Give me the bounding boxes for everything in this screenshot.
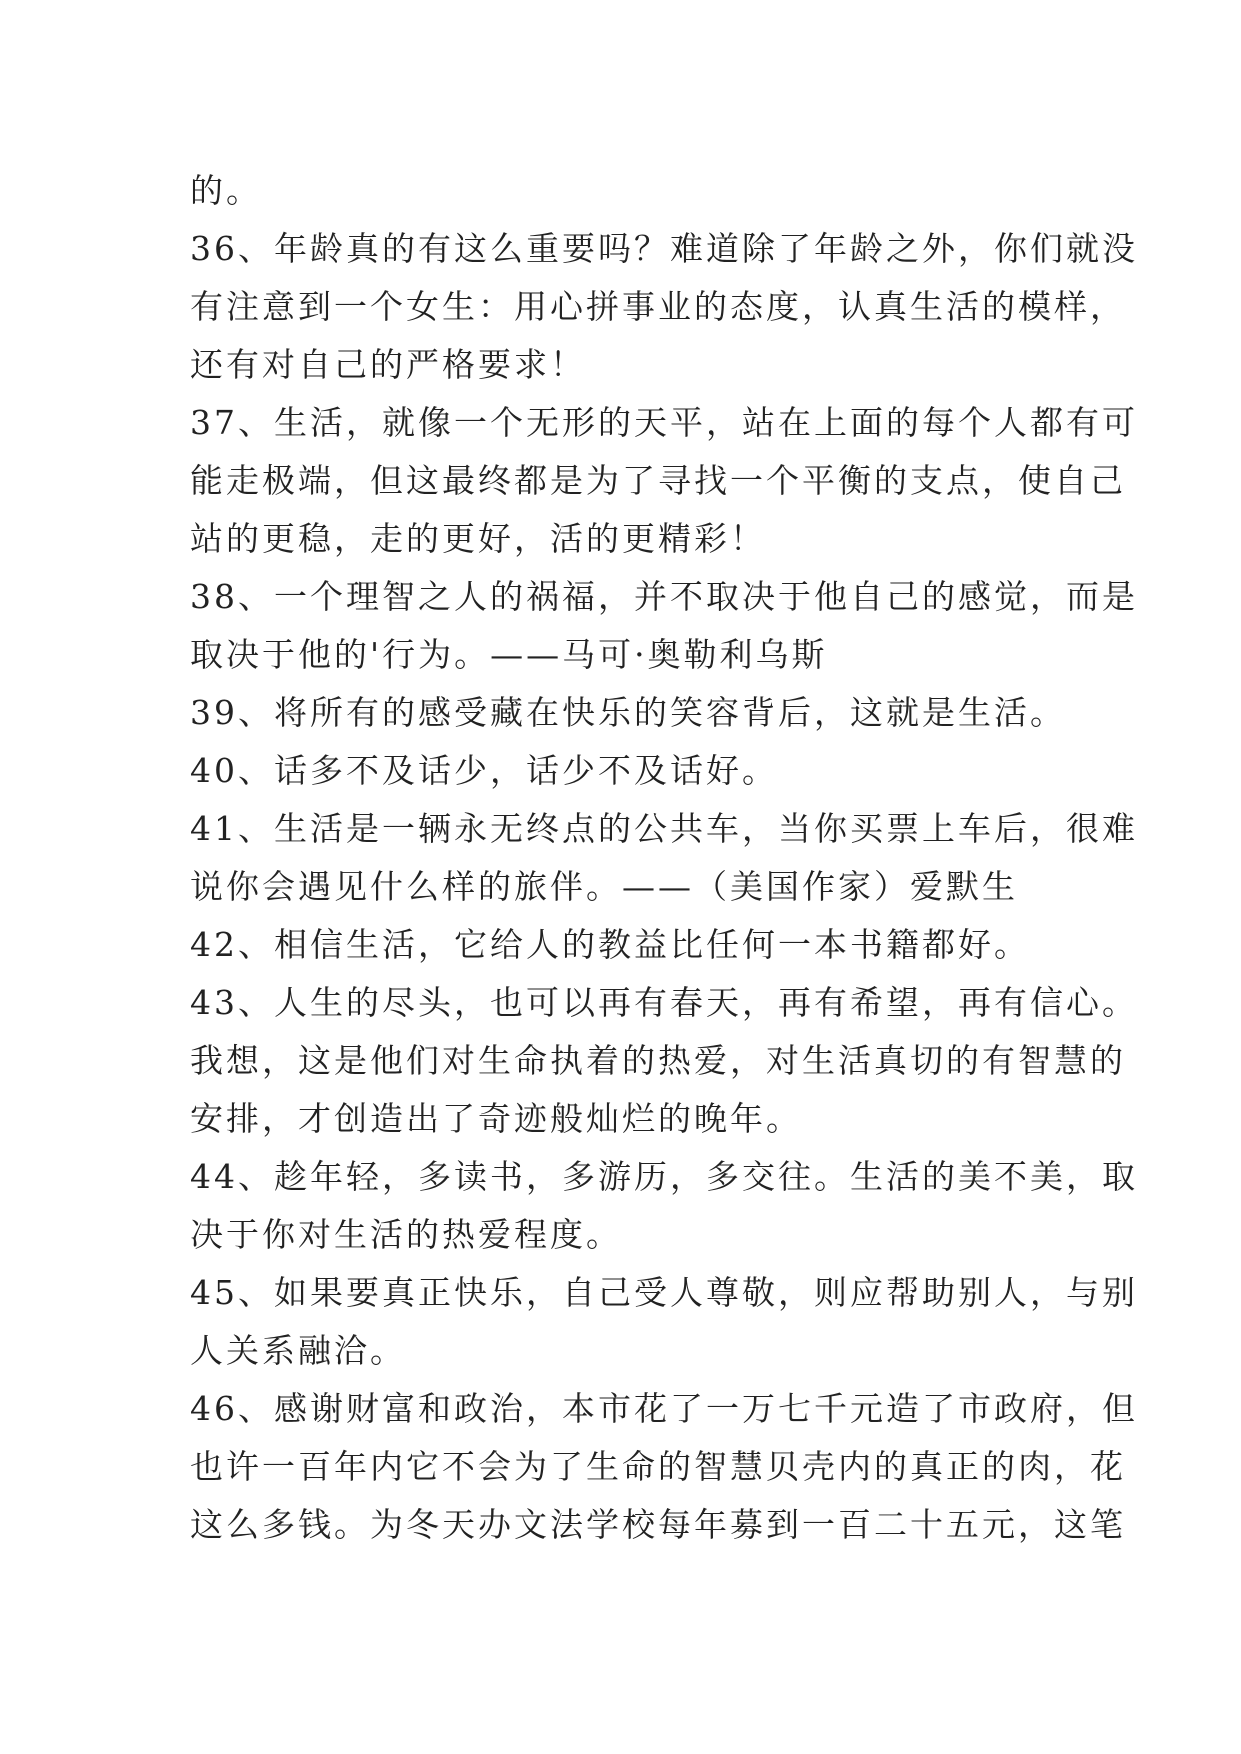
document-body bbox=[190, 162, 1138, 1554]
text-line: 的。 bbox=[190, 171, 262, 210]
text-line: 也许一百年内它不会为了生命的智慧贝壳内的真正的肉，花 bbox=[190, 1447, 1126, 1486]
text-line: 我想，这是他们对生命执着的热爱，对生活真切的有智慧的 bbox=[190, 1041, 1126, 1080]
text-line: 46、感谢财富和政治，本市花了一万七千元造了市政府，但 bbox=[190, 1389, 1138, 1428]
text-line: 人关系融洽。 bbox=[190, 1331, 406, 1370]
text-line: 有注意到一个女生：用心拼事业的态度，认真生活的模样， bbox=[190, 287, 1126, 326]
text-line: 43、人生的尽头，也可以再有春天，再有希望，再有信心。 bbox=[190, 983, 1138, 1022]
text-line: 36、年龄真的有这么重要吗？难道除了年龄之外，你们就没 bbox=[190, 229, 1138, 268]
text-line: 还有对自己的严格要求！ bbox=[190, 345, 586, 384]
text-line: 42、相信生活，它给人的教益比任何一本书籍都好。 bbox=[190, 925, 1030, 964]
text-line: 决于你对生活的热爱程度。 bbox=[190, 1215, 622, 1254]
text-line: 37、生活，就像一个无形的天平，站在上面的每个人都有可 bbox=[190, 403, 1138, 442]
text-line: 45、如果要真正快乐，自己受人尊敬，则应帮助别人，与别 bbox=[190, 1273, 1138, 1312]
text-line: 39、将所有的感受藏在快乐的笑容背后，这就是生活。 bbox=[190, 693, 1066, 732]
text-line: 安排，才创造出了奇迹般灿烂的晚年。 bbox=[190, 1099, 802, 1138]
text-line: 40、话多不及话少，话少不及话好。 bbox=[190, 751, 778, 790]
text-line: 44、趁年轻，多读书，多游历，多交往。生活的美不美，取 bbox=[190, 1157, 1138, 1196]
text-line: 取决于他的'行为。——马可·奥勒利乌斯 bbox=[190, 635, 828, 674]
text-line: 41、生活是一辆永无终点的公共车，当你买票上车后，很难 bbox=[190, 809, 1138, 848]
text-line: 能走极端，但这最终都是为了寻找一个平衡的支点，使自己 bbox=[190, 461, 1126, 500]
text-line: 38、一个理智之人的祸福，并不取决于他自己的感觉，而是 bbox=[190, 577, 1138, 616]
text-line: 这么多钱。为冬天办文法学校每年募到一百二十五元，这笔 bbox=[190, 1505, 1126, 1544]
text-line: 说你会遇见什么样的旅伴。——（美国作家）爱默生 bbox=[190, 867, 1018, 906]
text-line: 站的更稳，走的更好，活的更精彩！ bbox=[190, 519, 766, 558]
